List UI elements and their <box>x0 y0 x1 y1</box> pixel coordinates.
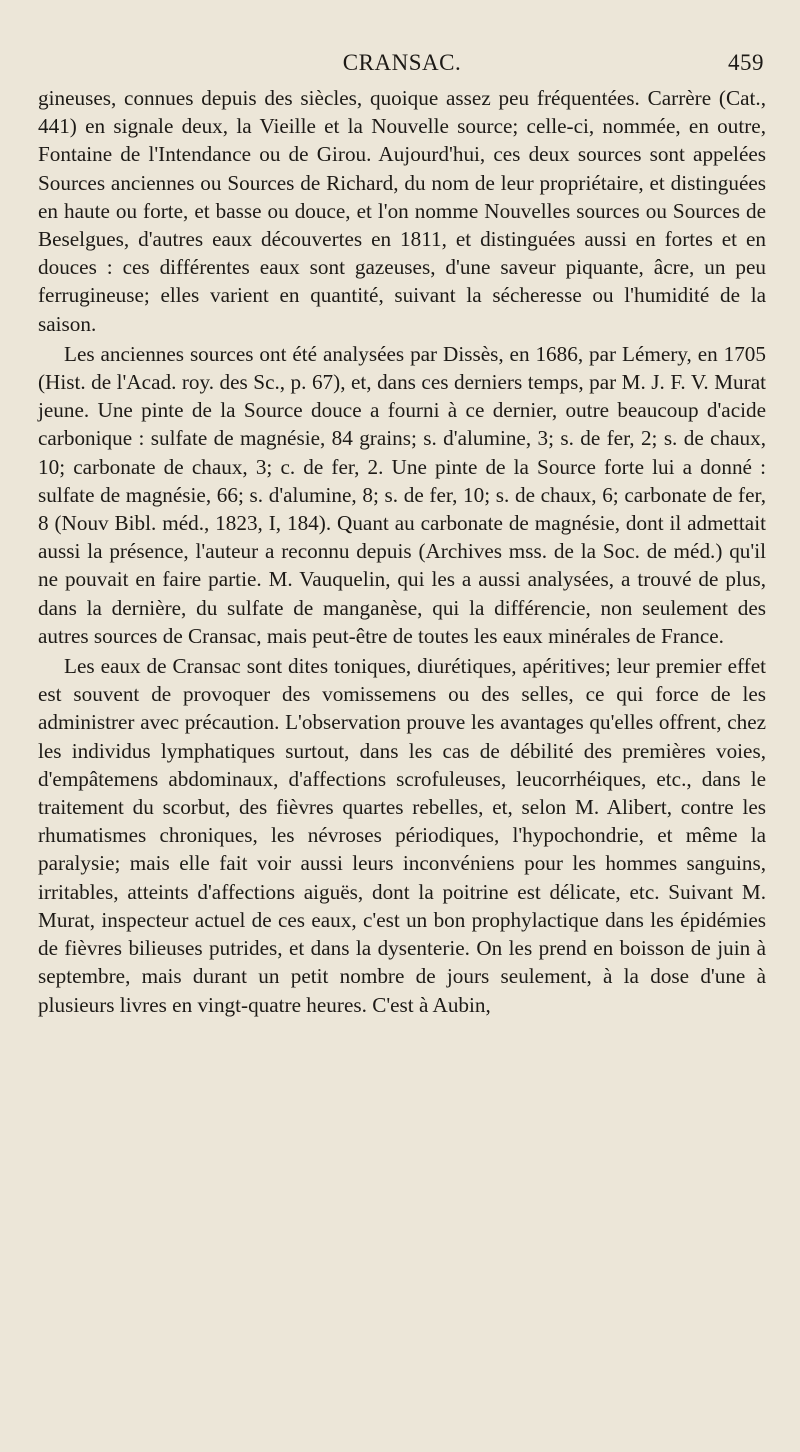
page-number: 459 <box>728 50 764 75</box>
paragraph-effects: Les eaux de Cransac sont dites toniques, diurétiques, apéritives; leur premier effet est souvent de provoquer des vomissemens ou des selles, ce qui force de les administrer avec précaution. L'observation prouve les avantages qu'elles offrent, chez les individus lymphatiques surtout, dans les cas de débilité des premières voies, d'empâtemens abdominaux, d'affections scrofuleuses, leucorrhéiques, etc., dans le traitement du scorbut, des fièvres quartes rebelles, et, selon M. Alibert, contre les rhumatismes chroniques, les névroses périodiques, l'hypochondrie, et même la paralysie; mais elle fait voir aussi leurs inconvéniens pour les hommes sanguins, irritables, atteints d'affections aiguës, dont la poitrine est délicate, etc. Suivant M. Murat, inspecteur actuel de ces eaux, c'est un bon prophylactique dans les épidémies de fièvres bilieuses putrides, et dans la dysenterie. On les prend en boisson de juin à septembre, mais durant un petit nombre de jours seulement, à la dose d'une à plusieurs livres en vingt-quatre heures. C'est à Aubin, <box>38 654 766 1017</box>
page-header <box>38 50 766 84</box>
body-text <box>38 84 766 1019</box>
paragraph-analyses: Les anciennes sources ont été analysées par Dissès, en 1686, par Lémery, en 1705 (Hist. de l'Acad. roy. des Sc., p. 67), et, dans ces derniers temps, par M. J. F. V. Murat jeune. Une pinte de la Source douce a fourni à ce dernier, outre beaucoup d'acide carbonique : sulfate de magnésie, 84 grains; s. d'alumine, 3; s. de fer, 2; s. de chaux, 10; carbonate de chaux, 3; c. de fer, 2. Une pinte de la Source forte lui a donné : sulfate de magnésie, 66; s. d'alumine, 8; s. de fer, 10; s. de chaux, 6; carbonate de fer, 8 (Nouv Bibl. méd., 1823, I, 184). Quant au carbonate de magnésie, dont il admettait aussi la présence, l'auteur a reconnu depuis (Archives mss. de la Soc. de méd.) qu'il ne pouvait en faire partie. M. Vauquelin, qui les a aussi analysées, a trouvé de plus, dans la dernière, du sulfate de manganèse, qui la différencie, non seulement des autres sources de Cransac, mais peut-être de toutes les eaux minérales de France. <box>38 341 766 648</box>
paragraph-continuation: gineuses, connues depuis des siècles, quoique assez peu fréquentées. Carrère (Cat., 441) en signale deux, la Vieille et la Nouvelle source; celle-ci, nommée, en outre, Fontaine de l'Intendance ou de Girou. Aujourd'hui, ces deux sources sont appelées Sources anciennes ou Sources de Richard, du nom de leur propriétaire, et distinguées en haute ou forte, et basse ou douce, et l'on nomme Nouvelles sources ou Sources de Beselgues, d'autres eaux découvertes en 1811, et distinguées aussi en fortes et en douces : ces différentes eaux sont gazeuses, d'une saveur piquante, âcre, un peu ferrugineuse; elles varient en quantité, suivant la sécheresse ou l'humidité de la saison. <box>38 86 766 336</box>
running-title: CRANSAC. <box>342 50 462 75</box>
